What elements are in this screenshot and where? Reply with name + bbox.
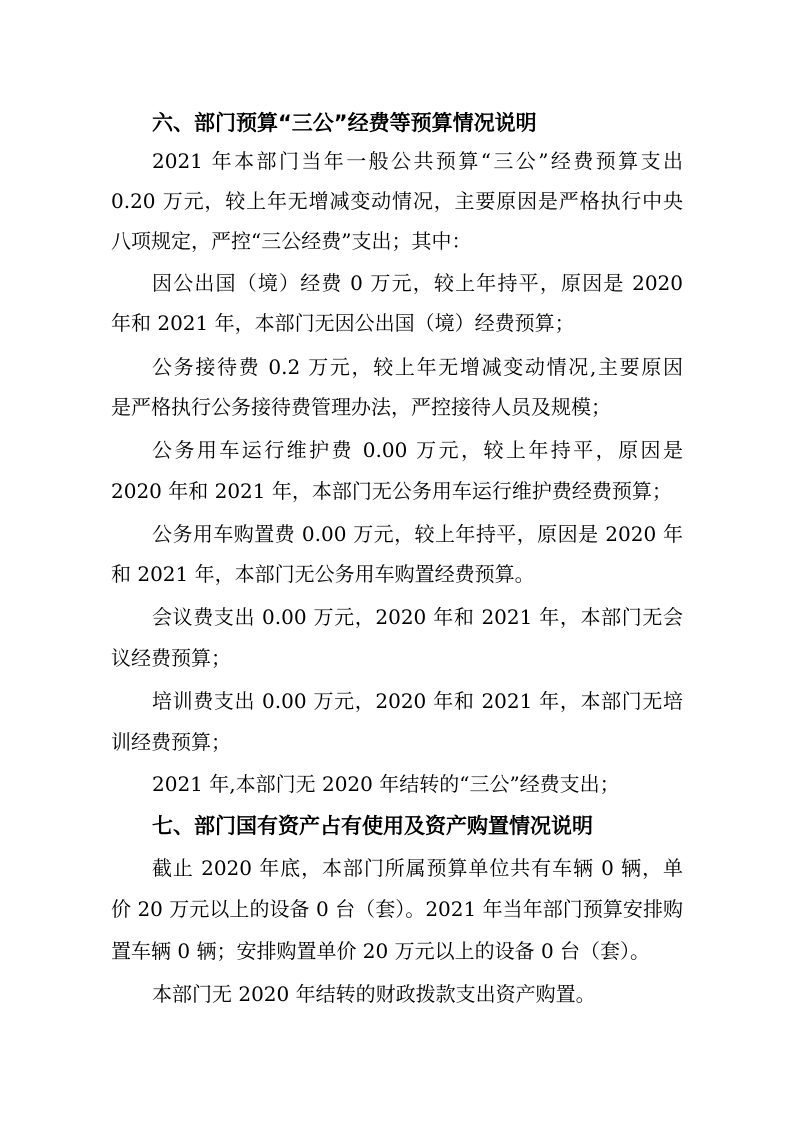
section-6-para-3-line-2: 是严格执行公务接待费管理办法，严控接待人员及规模； [111, 395, 611, 419]
section-7-para-1-line-3: 置车辆 0 辆；安排购置单价 20 万元以上的设备 0 台（套）。 [111, 939, 651, 963]
section-6-para-1-line-2: 0.20 万元，较上年无增减变动情况，主要原因是严格执行中央 [111, 189, 683, 213]
section-6-para-7-line-2: 训经费预算； [111, 730, 231, 754]
section-7-para-2-line-1: 本部门无 2020 年结转的财政拨款支出资产购置。 [152, 982, 596, 1006]
section-6-para-2-line-1: 因公出国（境）经费 0 万元，较上年持平，原因是 2020 [152, 271, 683, 295]
section-6-para-6-line-2: 议经费预算； [111, 646, 231, 670]
section-7-para-1-line-2: 价 20 万元以上的设备 0 台（套）。2021 年当年部门预算安排购 [111, 897, 683, 921]
section-6-para-3-line-1: 公务接待费 0.2 万元，较上年无增减变动情况,主要原因 [152, 355, 683, 379]
section-7-para-1-line-1: 截止 2020 年底，本部门所属预算单位共有车辆 0 辆，单 [152, 856, 683, 880]
section-6-para-2-line-2: 年和 2021 年，本部门无因公出国（境）经费预算； [111, 311, 575, 335]
section-6-para-8-line-1: 2021 年,本部门无 2020 年结转的“三公”经费支出； [152, 772, 620, 796]
section-6-para-4-line-1: 公务用车运行维护费 0.00 万元，较上年持平，原因是 [152, 438, 683, 462]
section-6-para-4-line-2: 2020 年和 2021 年，本部门无公务用车运行维护费经费预算； [111, 479, 672, 503]
section-6-para-5-line-1: 公务用车购置费 0.00 万元，较上年持平，原因是 2020 年 [152, 522, 683, 546]
section-6-para-7-line-1: 培训费支出 0.00 万元，2020 年和 2021 年，本部门无培 [152, 689, 683, 713]
section-6-heading: 六、部门预算“三公”经费等预算情况说明 [152, 111, 537, 135]
section-6-para-5-line-2: 和 2021 年，本部门无公务用车购置经费预算。 [111, 562, 535, 586]
section-6-para-1-line-3: 八项规定，严控“三公经费”支出；其中： [111, 229, 472, 253]
section-6-para-6-line-1: 会议费支出 0.00 万元，2020 年和 2021 年，本部门无会 [152, 605, 683, 629]
section-7-heading: 七、部门国有资产占有使用及资产购置情况说明 [152, 814, 593, 838]
section-6-para-1-line-1: 2021 年本部门当年一般公共预算“三公”经费预算支出 [152, 149, 683, 173]
